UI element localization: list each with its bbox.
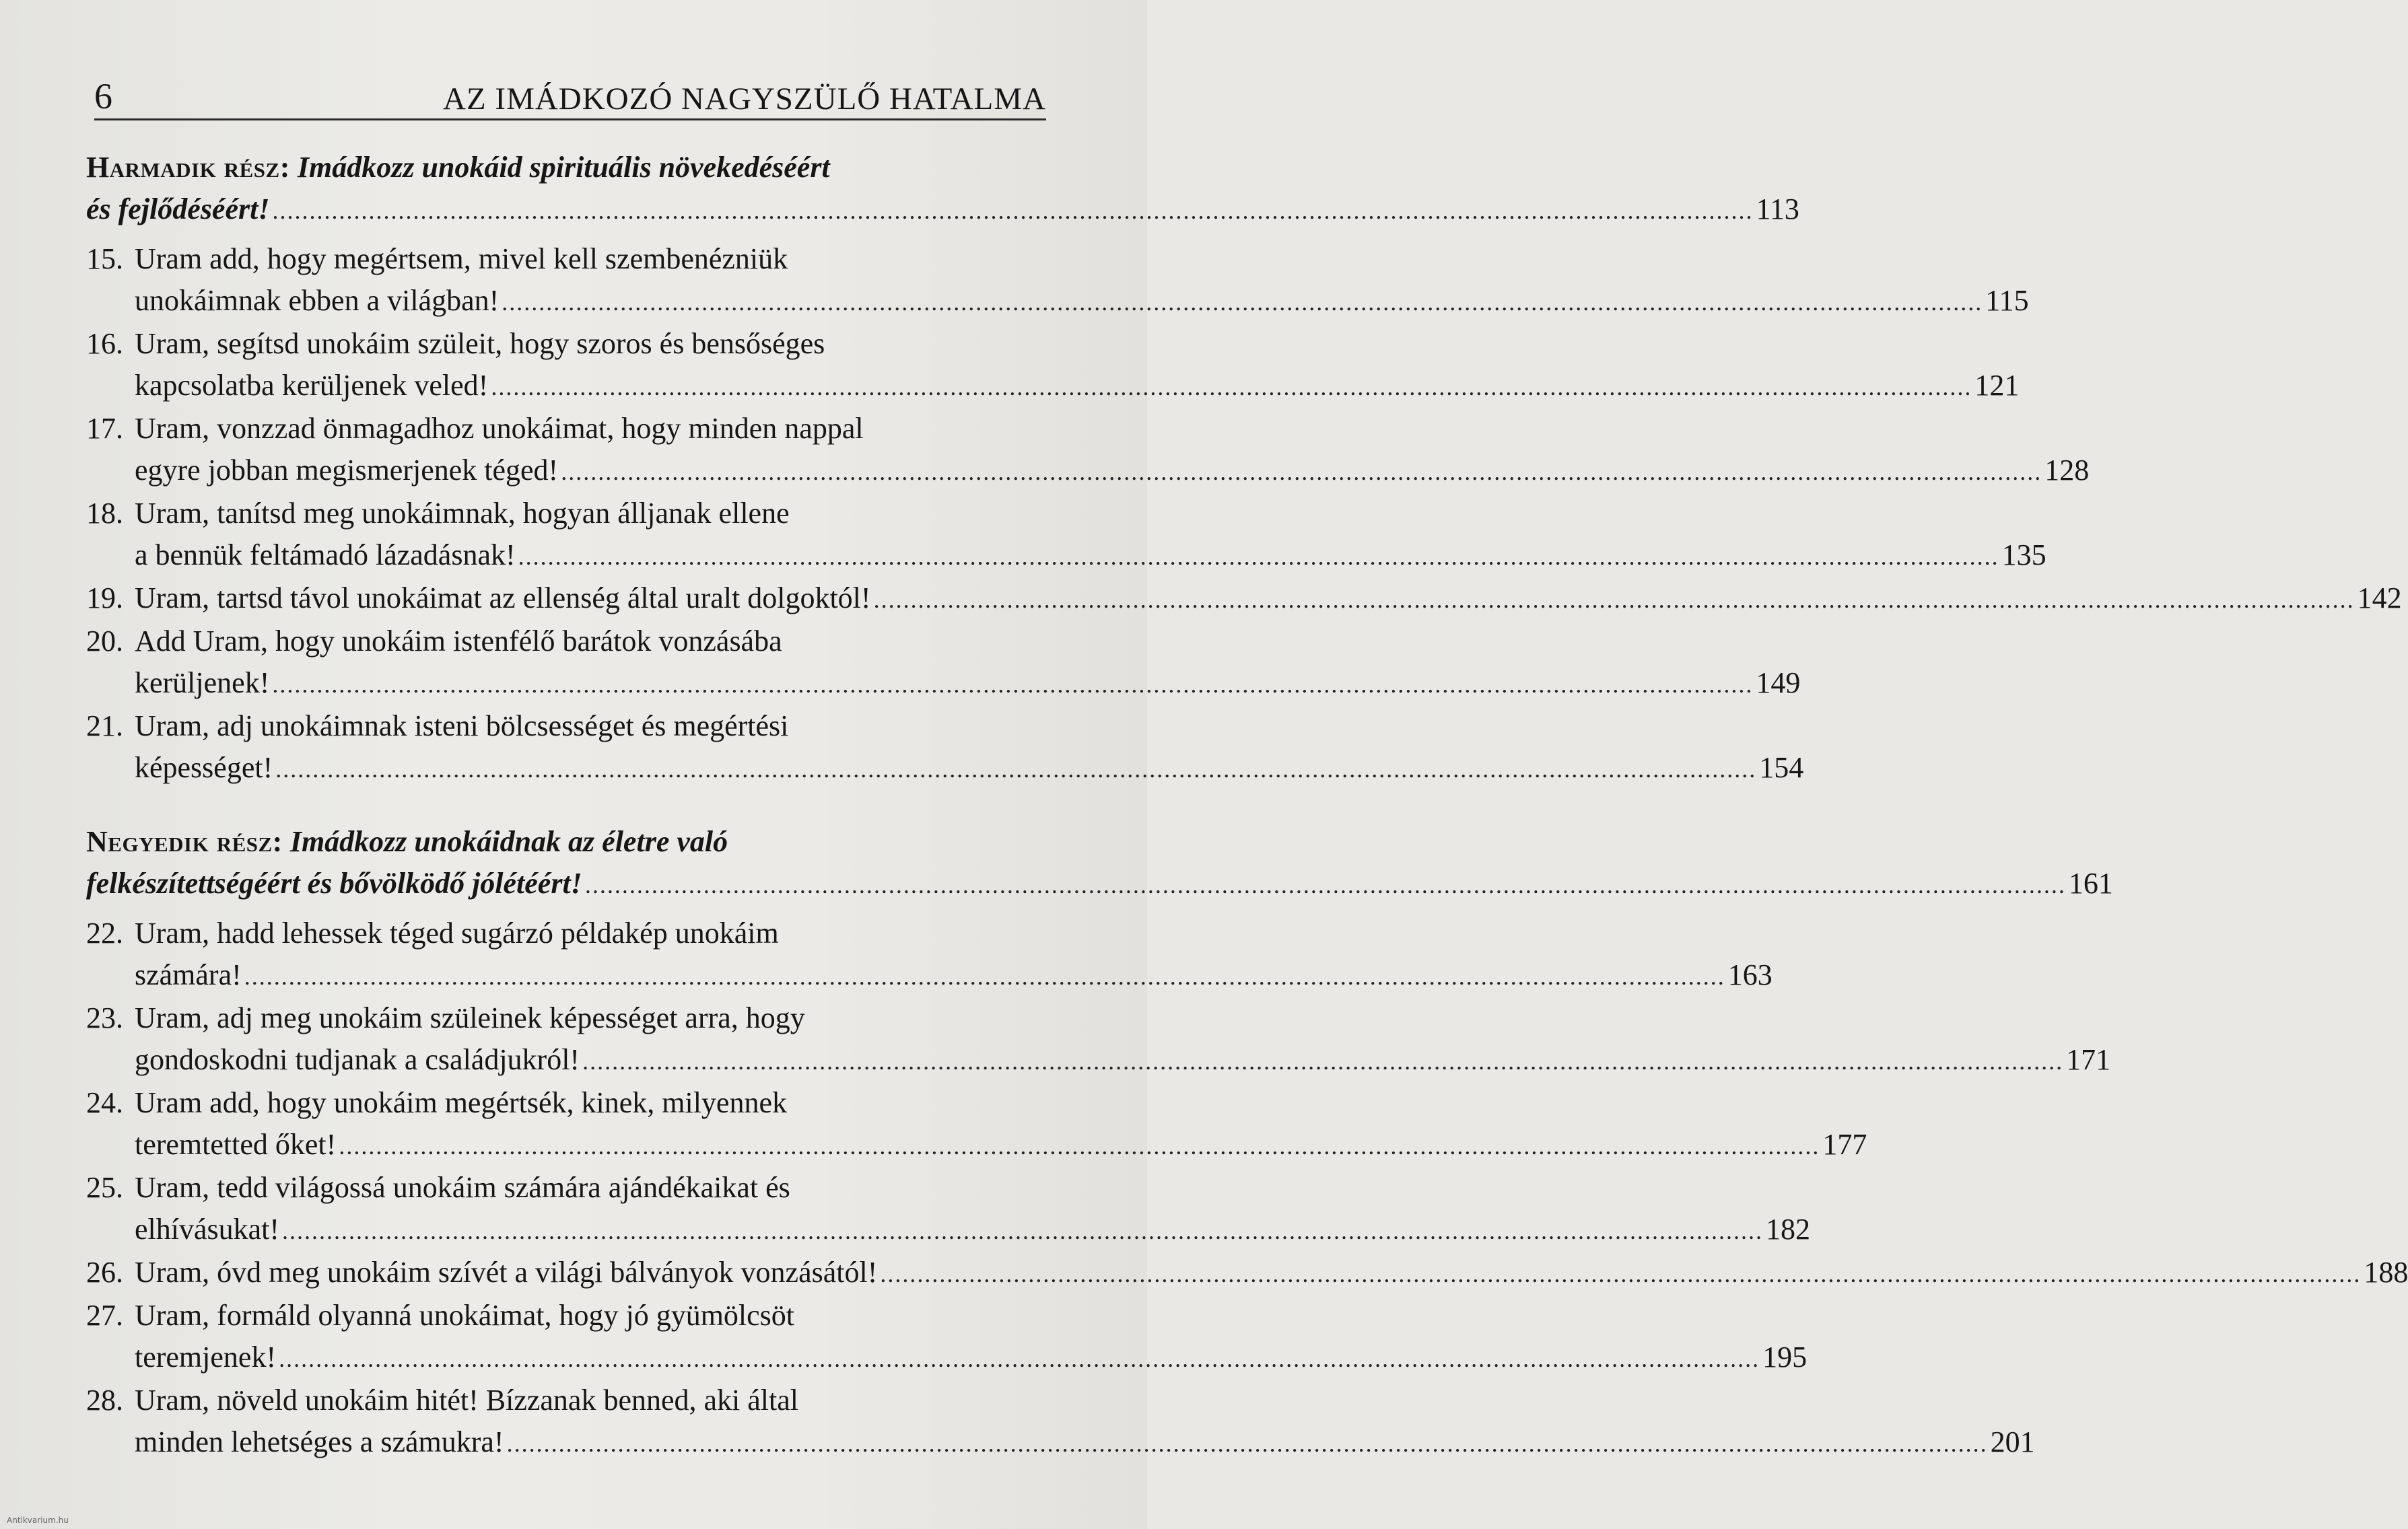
page-ref: 163 — [1727, 958, 1773, 991]
toc-entry — [86, 577, 2402, 619]
entry-text: Uram, adj meg unokáim szüleinek képességet arra, hogy — [135, 1001, 805, 1034]
table-of-contents — [86, 147, 2408, 1464]
toc-entry — [86, 493, 2046, 576]
page-ref: 182 — [1766, 1213, 1811, 1246]
entry-text: Uram, tedd világossá unokáim számára ajándékaikat és — [135, 1171, 790, 1204]
toc-entry — [86, 1167, 1811, 1250]
dot-leader — [582, 1040, 2063, 1082]
dot-leader — [561, 451, 2042, 493]
entry-number: 21. — [86, 709, 123, 742]
dot-leader — [507, 1423, 1988, 1464]
dot-leader — [244, 956, 1725, 997]
entry-text: Uram, növeld unokáim hitét! Bízzanak benned, aki által — [135, 1384, 799, 1417]
watermark: Antikvarium.hu — [7, 1516, 69, 1525]
dot-leader — [339, 1125, 1820, 1167]
part-title-line — [86, 821, 1050, 863]
entry-text: kerüljenek! — [135, 666, 270, 699]
entry-text: unokáimnak ebben a világban! — [135, 284, 500, 317]
entry-number: 15. — [86, 242, 123, 275]
toc-entry — [86, 913, 1773, 996]
page-ref: 149 — [1756, 666, 1801, 699]
dot-leader — [272, 190, 1753, 232]
toc-entry — [86, 408, 2090, 491]
entry-text: minden lehetséges a számukra! — [135, 1425, 504, 1458]
part-title-line — [86, 863, 2113, 904]
page-ref: 142 — [2357, 581, 2402, 614]
page-ref: 188 — [2364, 1256, 2408, 1289]
entry-text: teremjenek! — [135, 1341, 277, 1374]
entry-text: Uram, segítsd unokáim szüleit, hogy szoros és bensőséges — [135, 327, 825, 360]
entry-number: 20. — [86, 625, 123, 657]
entry-text: kapcsolatba kerüljenek veled! — [135, 369, 489, 402]
part-title-line — [86, 147, 1050, 188]
dot-leader — [491, 366, 1972, 408]
header-rule — [94, 118, 1046, 120]
entry-number: 16. — [86, 327, 123, 360]
dot-leader — [272, 664, 1753, 705]
entry-text: teremtetted őket! — [135, 1128, 337, 1161]
page-ref: 171 — [2066, 1043, 2111, 1076]
toc-entry — [86, 997, 2111, 1081]
entry-text: Uram, hadd lehessek téged sugárzó példakép unokáim — [135, 917, 779, 950]
toc-entry — [86, 238, 2029, 322]
dot-leader — [880, 1253, 2361, 1295]
part-title: Imádkozz unokáidnak az életre való — [289, 825, 728, 858]
entry-text: Uram add, hogy megértsem, mivel kell szembenézniük — [135, 242, 788, 275]
dot-leader — [874, 579, 2355, 620]
entry-number: 22. — [86, 917, 123, 950]
entry-text: Uram, formáld olyanná unokáimat, hogy jó gyümölcsöt — [135, 1299, 795, 1332]
entry-text: elhívásukat! — [135, 1213, 280, 1246]
entry-number: 25. — [86, 1171, 123, 1204]
toc-entry — [86, 1082, 1867, 1166]
entry-number: 28. — [86, 1384, 123, 1417]
page-ref: 161 — [2068, 867, 2113, 900]
part-title-line — [86, 188, 1799, 230]
page-ref: 154 — [1759, 751, 1804, 784]
entry-text: Uram, óvd meg unokáim szívét a világi bálványok vonzásától! — [135, 1256, 878, 1289]
entry-text: Uram, vonzzad önmagadhoz unokáimat, hogy minden nappal — [135, 412, 864, 445]
entry-text: Uram, tartsd távol unokáimat az ellenség által uralt dolgoktól! — [135, 581, 871, 614]
page-ref: 177 — [1822, 1128, 1867, 1161]
toc-entry — [86, 1252, 2408, 1293]
dot-leader — [585, 864, 2066, 906]
dot-leader — [518, 536, 1999, 577]
toc-entry — [86, 1295, 1808, 1378]
entry-number: 17. — [86, 412, 123, 445]
entry-text: a bennük feltámadó lázadásnak! — [135, 538, 516, 571]
page-ref: 135 — [2001, 538, 2046, 571]
part-title: és fejlődéséért! — [86, 192, 270, 225]
entry-number: 23. — [86, 1001, 123, 1034]
toc-entry — [86, 323, 2020, 406]
entry-number: 19. — [86, 581, 123, 614]
entry-number: 18. — [86, 497, 123, 530]
page-ref: 121 — [1974, 369, 2020, 402]
entry-text: Uram add, hogy unokáim megértsék, kinek, milyennek — [135, 1086, 787, 1119]
dot-leader — [279, 1338, 1760, 1380]
section-gap — [86, 790, 1050, 821]
part-heading-3 — [86, 147, 1799, 230]
entry-text: Add Uram, hogy unokáim istenfélő barátok vonzásába — [135, 625, 782, 657]
dot-leader — [275, 748, 1756, 790]
page-ref: 115 — [1985, 284, 2029, 317]
page-ref: 201 — [1990, 1425, 2035, 1458]
entry-number: 26. — [86, 1256, 123, 1289]
page-ref: 113 — [1756, 192, 1799, 225]
part-heading-4 — [86, 821, 2113, 904]
page-ref: 128 — [2044, 454, 2090, 487]
entry-text: gondoskodni tudjanak a családjukról! — [135, 1043, 580, 1076]
toc-entry — [86, 1380, 2035, 1463]
dot-leader — [282, 1210, 1763, 1252]
page-header — [94, 75, 1046, 122]
part-label: Harmadik rész: — [86, 151, 290, 184]
entry-text: egyre jobban megismerjenek téged! — [135, 454, 559, 487]
toc-entry — [86, 705, 1804, 789]
running-title: AZ IMÁDKOZÓ NAGYSZÜLŐ HATALMA — [443, 81, 1046, 116]
entry-number: 27. — [86, 1299, 123, 1332]
part-label: Negyedik rész: — [86, 825, 283, 858]
dot-leader — [502, 281, 1983, 323]
page-number: 6 — [94, 76, 112, 116]
part-title: felkészítettségéért és bővölködő jólétéért! — [86, 867, 582, 900]
entry-text: számára! — [135, 958, 242, 991]
toc-entry — [86, 620, 1801, 704]
part-title: Imádkozz unokáid spirituális növekedéséért — [297, 151, 830, 184]
entry-text: Uram, tanítsd meg unokáimnak, hogyan álljanak ellene — [135, 497, 790, 530]
entry-text: képességet! — [135, 751, 273, 784]
page-ref: 195 — [1762, 1341, 1808, 1374]
entry-text: Uram, adj unokáimnak isteni bölcsességet és megértési — [135, 709, 789, 742]
entry-number: 24. — [86, 1086, 123, 1119]
